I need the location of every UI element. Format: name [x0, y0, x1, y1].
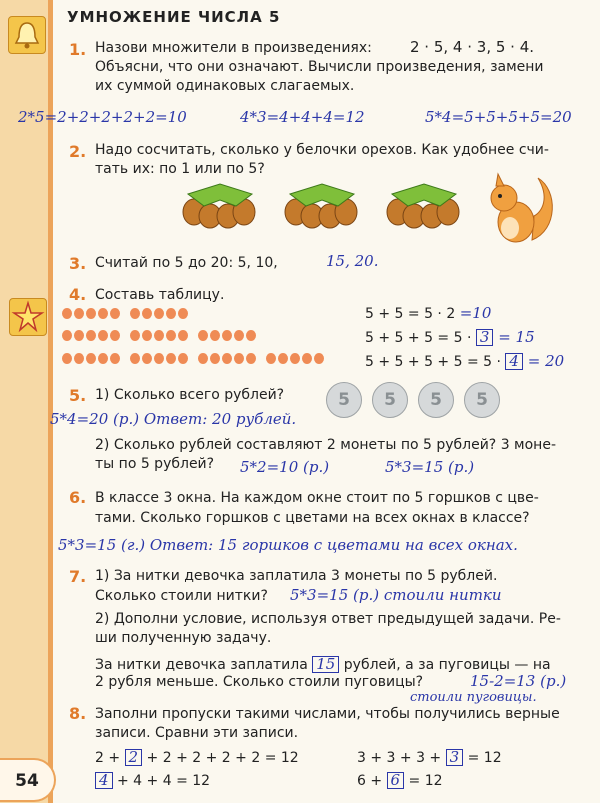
task-7-line6: 2 рубля меньше. Сколько стоили пуговицы?: [95, 674, 424, 690]
task-6-answer: 5*3=15 (г.) Ответ: 15 горшков с цветами на всех окнах.: [58, 536, 518, 554]
task-8-line2: записи. Сравни эти записи.: [95, 725, 299, 741]
task-1-answer-3: 5*4=5+5+5+5=20: [425, 108, 572, 126]
squirrel-image: [480, 170, 560, 250]
task-7-answer-3: стоили пуговицы.: [410, 690, 537, 705]
table-row-2: 5 + 5 + 5 = 5 · 3 = 15: [365, 328, 535, 346]
task-1-line1: Назови множители в произведениях:: [95, 40, 372, 56]
task-2-line2: тать их: по 1 или по 5?: [95, 161, 265, 177]
task-4-number: 4.: [69, 285, 87, 304]
coin-5: 5: [372, 382, 408, 418]
star-icon: [9, 298, 47, 336]
task-6-line2: тами. Сколько горшков с цветами на всех окнах в классе?: [95, 510, 530, 526]
nuts-group-3-image: [384, 180, 464, 230]
coin-5: 5: [464, 382, 500, 418]
page-number: 54: [0, 758, 56, 802]
task-5-question-2b: ты по 5 рублей?: [95, 456, 215, 472]
table-row-1: 5 + 5 = 5 · 2 =10: [365, 304, 492, 322]
task-1-line2: Объясни, что они означают. Вычисли произведения, замени: [95, 59, 544, 75]
dots-row-1: [62, 308, 188, 319]
page-title: УМНОЖЕНИЕ ЧИСЛА 5: [67, 8, 281, 26]
dots-row-3: [62, 353, 324, 364]
coin-5: 5: [326, 382, 362, 418]
task-2-number: 2.: [69, 142, 87, 161]
task-7-answer-1: 5*3=15 (р.) стоили нитки: [290, 586, 502, 604]
dots-row-2: [62, 330, 256, 341]
task-8-expression-4: 6 + 6 = 12: [357, 771, 443, 789]
task-7-line4: ши полученную задачу.: [95, 630, 272, 646]
task-7-line2: Сколько стоили нитки?: [95, 588, 268, 604]
task-3-answer: 15, 20.: [326, 252, 379, 270]
task-8-expression-1: 2 + 2 + 2 + 2 + 2 + 2 = 12: [95, 748, 299, 766]
bell-icon: [8, 16, 46, 54]
nuts-group-2-image: [282, 180, 362, 230]
task-1-answer-2: 4*3=4+4+4=12: [240, 108, 365, 126]
task-5-question-1: 1) Сколько всего рублей?: [95, 387, 285, 403]
task-7-line3: 2) Дополни условие, используя ответ предыдущей задачи. Ре-: [95, 611, 561, 627]
task-5-question-2a: 2) Сколько рублей составляют 2 монеты по 5 рублей? 3 моне-: [95, 437, 556, 453]
task-5-answer-2a: 5*2=10 (р.): [240, 458, 330, 476]
task-8-expression-3: 3 + 3 + 3 + 3 = 12: [357, 748, 502, 766]
task-7-answer-2: 15-2=13 (р.): [470, 672, 567, 690]
task-5-answer-2b: 5*3=15 (р.): [385, 458, 475, 476]
table-row-3: 5 + 5 + 5 + 5 = 5 · 4 = 20: [365, 352, 565, 370]
task-7-number: 7.: [69, 567, 87, 586]
task-8-number: 8.: [69, 704, 87, 723]
nuts-group-1-image: [180, 180, 260, 230]
task-5-answer-1: 5*4=20 (р.) Ответ: 20 рублей.: [50, 410, 297, 428]
task-4-text: Составь таблицу.: [95, 287, 225, 303]
task-8-line1: Заполни пропуски такими числами, чтобы получились верные: [95, 706, 560, 722]
task-7-line5: За нитки девочка заплатила 15 рублей, а за пуговицы — на: [95, 655, 551, 673]
task-3-text: Считай по 5 до 20: 5, 10,: [95, 255, 278, 271]
task-1-number: 1.: [69, 40, 87, 59]
task-1-answer-1: 2*5=2+2+2+2+2=10: [18, 108, 187, 126]
coin-5: 5: [418, 382, 454, 418]
task-1-products: 2 · 5, 4 · 3, 5 · 4.: [410, 38, 535, 56]
task-8-expression-2: 4 + 4 + 4 = 12: [95, 771, 210, 789]
task-3-number: 3.: [69, 254, 87, 273]
task-6-line1: В классе 3 окна. На каждом окне стоит по 5 горшков с цве-: [95, 490, 539, 506]
task-1-line3: их суммой одинаковых слагаемых.: [95, 78, 355, 94]
task-2-line1: Надо сосчитать, сколько у белочки орехов. Как удобнее счи-: [95, 142, 549, 158]
task-6-number: 6.: [69, 488, 87, 507]
task-7-line1: 1) За нитки девочка заплатила 3 монеты по 5 рублей.: [95, 568, 498, 584]
task-5-number: 5.: [69, 386, 87, 405]
